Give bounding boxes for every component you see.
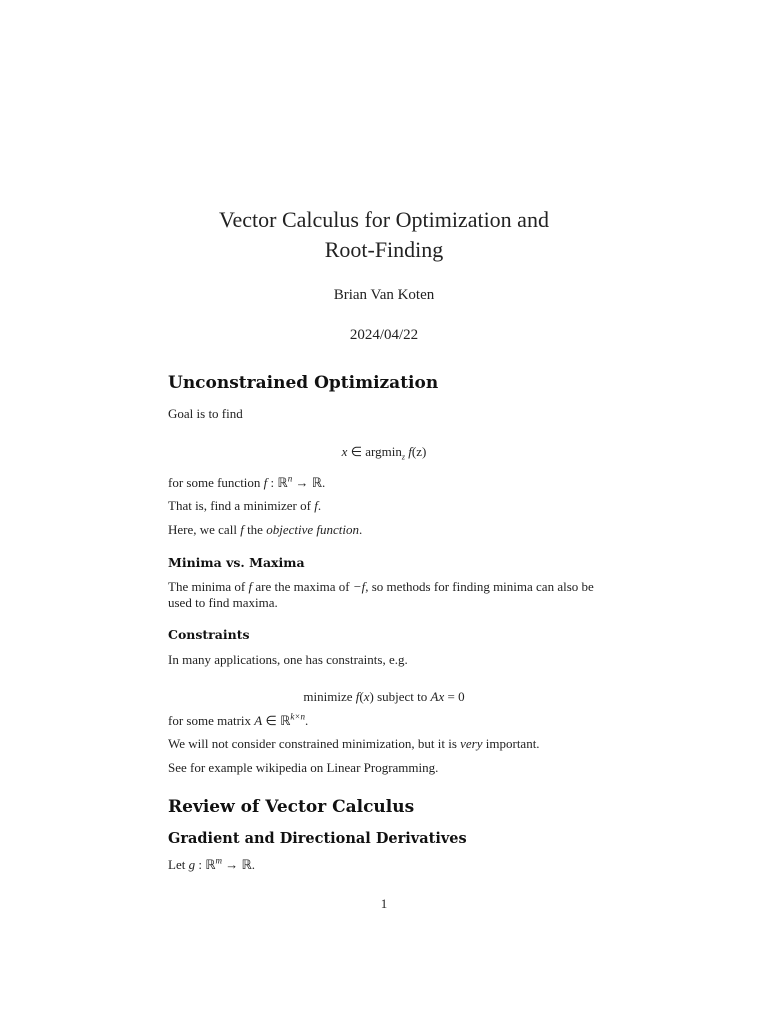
date: 2024/04/22	[349, 327, 419, 343]
paragraph-goal: Goal is to find	[168, 406, 243, 421]
section-heading-unconstrained-optimization: Unconstrained Optimization	[168, 373, 439, 393]
document-title	[0, 205, 768, 265]
subsection-heading-gradient: Gradient and Directional Derivatives	[168, 830, 467, 847]
title-line-2: Root-Finding	[324, 237, 444, 262]
subsection-heading-minima-vs-maxima: Minima vs. Maxima	[168, 555, 305, 570]
paragraph-minimizer: That is, find a minimizer of f.	[168, 498, 322, 513]
paragraph-constraints-intro: In many applications, one has constraints, e.g.	[168, 652, 408, 667]
display-equation-argmin: x ∈ argmin$_z$ f(z)	[341, 444, 427, 462]
section-heading-review-vector-calculus: Review of Vector Calculus	[168, 797, 415, 817]
paragraph-objective-function: Here, we call f the objective function.	[168, 522, 363, 537]
author: Brian Van Koten	[333, 287, 435, 303]
paragraph-linear-programming: See for example wikipedia on Linear Programming.	[168, 760, 439, 775]
paragraph-minima-maxima: The minima of f are the maxima of −f, so methods for finding minima can also be used to find maxima.	[168, 579, 594, 610]
paragraph-function-domain: for some function f : ℝ$^n$ → ℝ.	[168, 473, 326, 490]
display-equation-constrained: minimize f(x) subject to Ax = 0	[303, 689, 465, 704]
paragraph-matrix: for some matrix A ∈ ℝ$^{k\times n}$.	[168, 711, 309, 728]
subsection-heading-constraints: Constraints	[168, 627, 250, 642]
paragraph-not-considered: We will not consider constrained minimization, but it is very important.	[168, 736, 540, 751]
page-number: 1	[380, 896, 388, 911]
title-line-1: Vector Calculus for Optimization and	[219, 207, 549, 232]
paragraph-let-g: Let g : ℝ$^m$ → ℝ.	[168, 855, 256, 872]
